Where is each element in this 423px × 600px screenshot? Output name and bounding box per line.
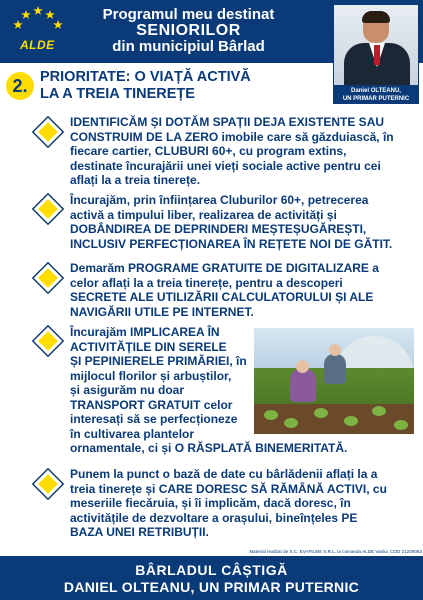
logo-text: ALDE xyxy=(20,38,55,52)
candidate-name-box xyxy=(333,86,419,104)
credit-note: Material realizat de S.C. EVAFILMS S.R.L. la comanda ALDE Vaslui. COD 21200063 xyxy=(249,549,422,554)
candidate-portrait xyxy=(333,4,419,86)
footer-line2: DANIEL OLTEANU, UN PRIMAR PUTERNIC xyxy=(63,579,360,595)
list-item xyxy=(70,467,387,540)
footer-line1: BÂRLADUL CÂȘTIGĂ xyxy=(135,562,288,578)
alde-logo xyxy=(6,4,70,56)
item-line: aflați la a treia tinerețe. xyxy=(70,173,201,187)
header-title-line3: din municipiul Bârlad xyxy=(112,38,265,55)
list-item xyxy=(70,261,379,319)
priority-title-line2: LA A TREIA TINEREȚE xyxy=(40,86,195,102)
item-line: activă a timpului liber, realizarea de activități și xyxy=(70,207,337,222)
priority-number: 2. xyxy=(6,72,34,100)
item-line: ȘI PEPINIERELE PRIMĂRIEI, în xyxy=(70,354,247,368)
item-line: în cultivarea plantelor xyxy=(70,426,195,441)
gardening-seniors-photo xyxy=(254,328,414,434)
item-line: destinate încurajării unei vieți sociale active pentru cei xyxy=(70,158,381,173)
diamond-bullet-icon xyxy=(34,264,62,292)
item-line: Punem la punct o bază de date cu bârlădenii aflați la a xyxy=(70,467,378,481)
item-line: meseriile fiecăruia, și îi implicăm, dacă doresc, în xyxy=(70,496,351,510)
item-line: DOBÂNDIREA DE DEPRINDERI MEȘTEȘUGĂREȘTI, xyxy=(70,222,367,236)
item-line: Încurajăm, prin înființarea Cluburilor 60+, petrecerea xyxy=(70,193,369,207)
diamond-bullet-icon xyxy=(34,327,62,355)
item-line: fiecare cartier, CLUBURI 60+, cu program extins, xyxy=(70,144,347,158)
stars-icon xyxy=(6,4,70,40)
item-line: NAVIGĂRII UTILE PE INTERNET. xyxy=(70,304,254,319)
item-line: IDENTIFICĂM ȘI DOTĂM SPAȚII DEJA EXISTENTE SAU xyxy=(70,115,385,129)
list-item xyxy=(70,115,394,188)
item-line: BAZA UNEI RETRIBUȚII. xyxy=(70,525,209,539)
priority-title-line1: PRIORITATE: O VIAȚĂ ACTIVĂ xyxy=(40,69,251,85)
item-line: interesați să se perfecționeze xyxy=(70,412,238,426)
candidate-slogan: UN PRIMAR PUTERNIC xyxy=(342,96,410,102)
diamond-bullet-icon xyxy=(34,118,62,146)
item-line: CONSTRUIM DE LA ZERO imobile care să găzduiască, în xyxy=(70,129,394,144)
diamond-bullet-icon xyxy=(34,195,62,223)
header-title xyxy=(66,7,311,55)
item-line: TRANSPORT GRATUIT celor xyxy=(70,397,233,412)
item-line: Demarăm PROGRAME GRATUITE DE DIGITALIZARE a xyxy=(70,261,379,275)
list-item xyxy=(70,193,392,251)
header-title-line1: Programul meu destinat xyxy=(102,6,275,23)
diamond-bullet-icon xyxy=(34,470,62,498)
item-line: ACTIVITĂȚILE DIN SERELE xyxy=(70,339,227,354)
item-line: și asigurăm nu doar xyxy=(70,383,185,397)
item-line: mijlocul florilor și arbuștilor, xyxy=(70,368,232,383)
item-line: celor aflați la a treia tinerețe, pentru a descoperi xyxy=(70,275,343,290)
candidate-name: Daniel OLTEANU, xyxy=(351,88,401,94)
item-line: INCLUSIV PERFECȚIONAREA ÎN REȚETE NOI DE GĂTIT. xyxy=(70,236,393,251)
priority-title xyxy=(40,69,330,103)
item-line: treia tinerețe și CARE DORESC SĂ RĂMÂNĂ ACTIVI, cu xyxy=(70,481,387,496)
item-line: activitățile de dezvoltare a orașului, bineînțeles PE xyxy=(70,510,358,525)
item-line: SECRETE ALE UTILIZĂRII CALCULATORULUI ȘI ALE xyxy=(70,290,374,304)
item-line: Încurajăm IMPLICAREA ÎN xyxy=(70,325,220,339)
item-line: ornamentale, ci și O RĂSPLATĂ BINEMERITATĂ. xyxy=(70,441,348,455)
header-title-line2: SENIORILOR xyxy=(136,22,241,39)
footer-banner xyxy=(0,556,423,600)
